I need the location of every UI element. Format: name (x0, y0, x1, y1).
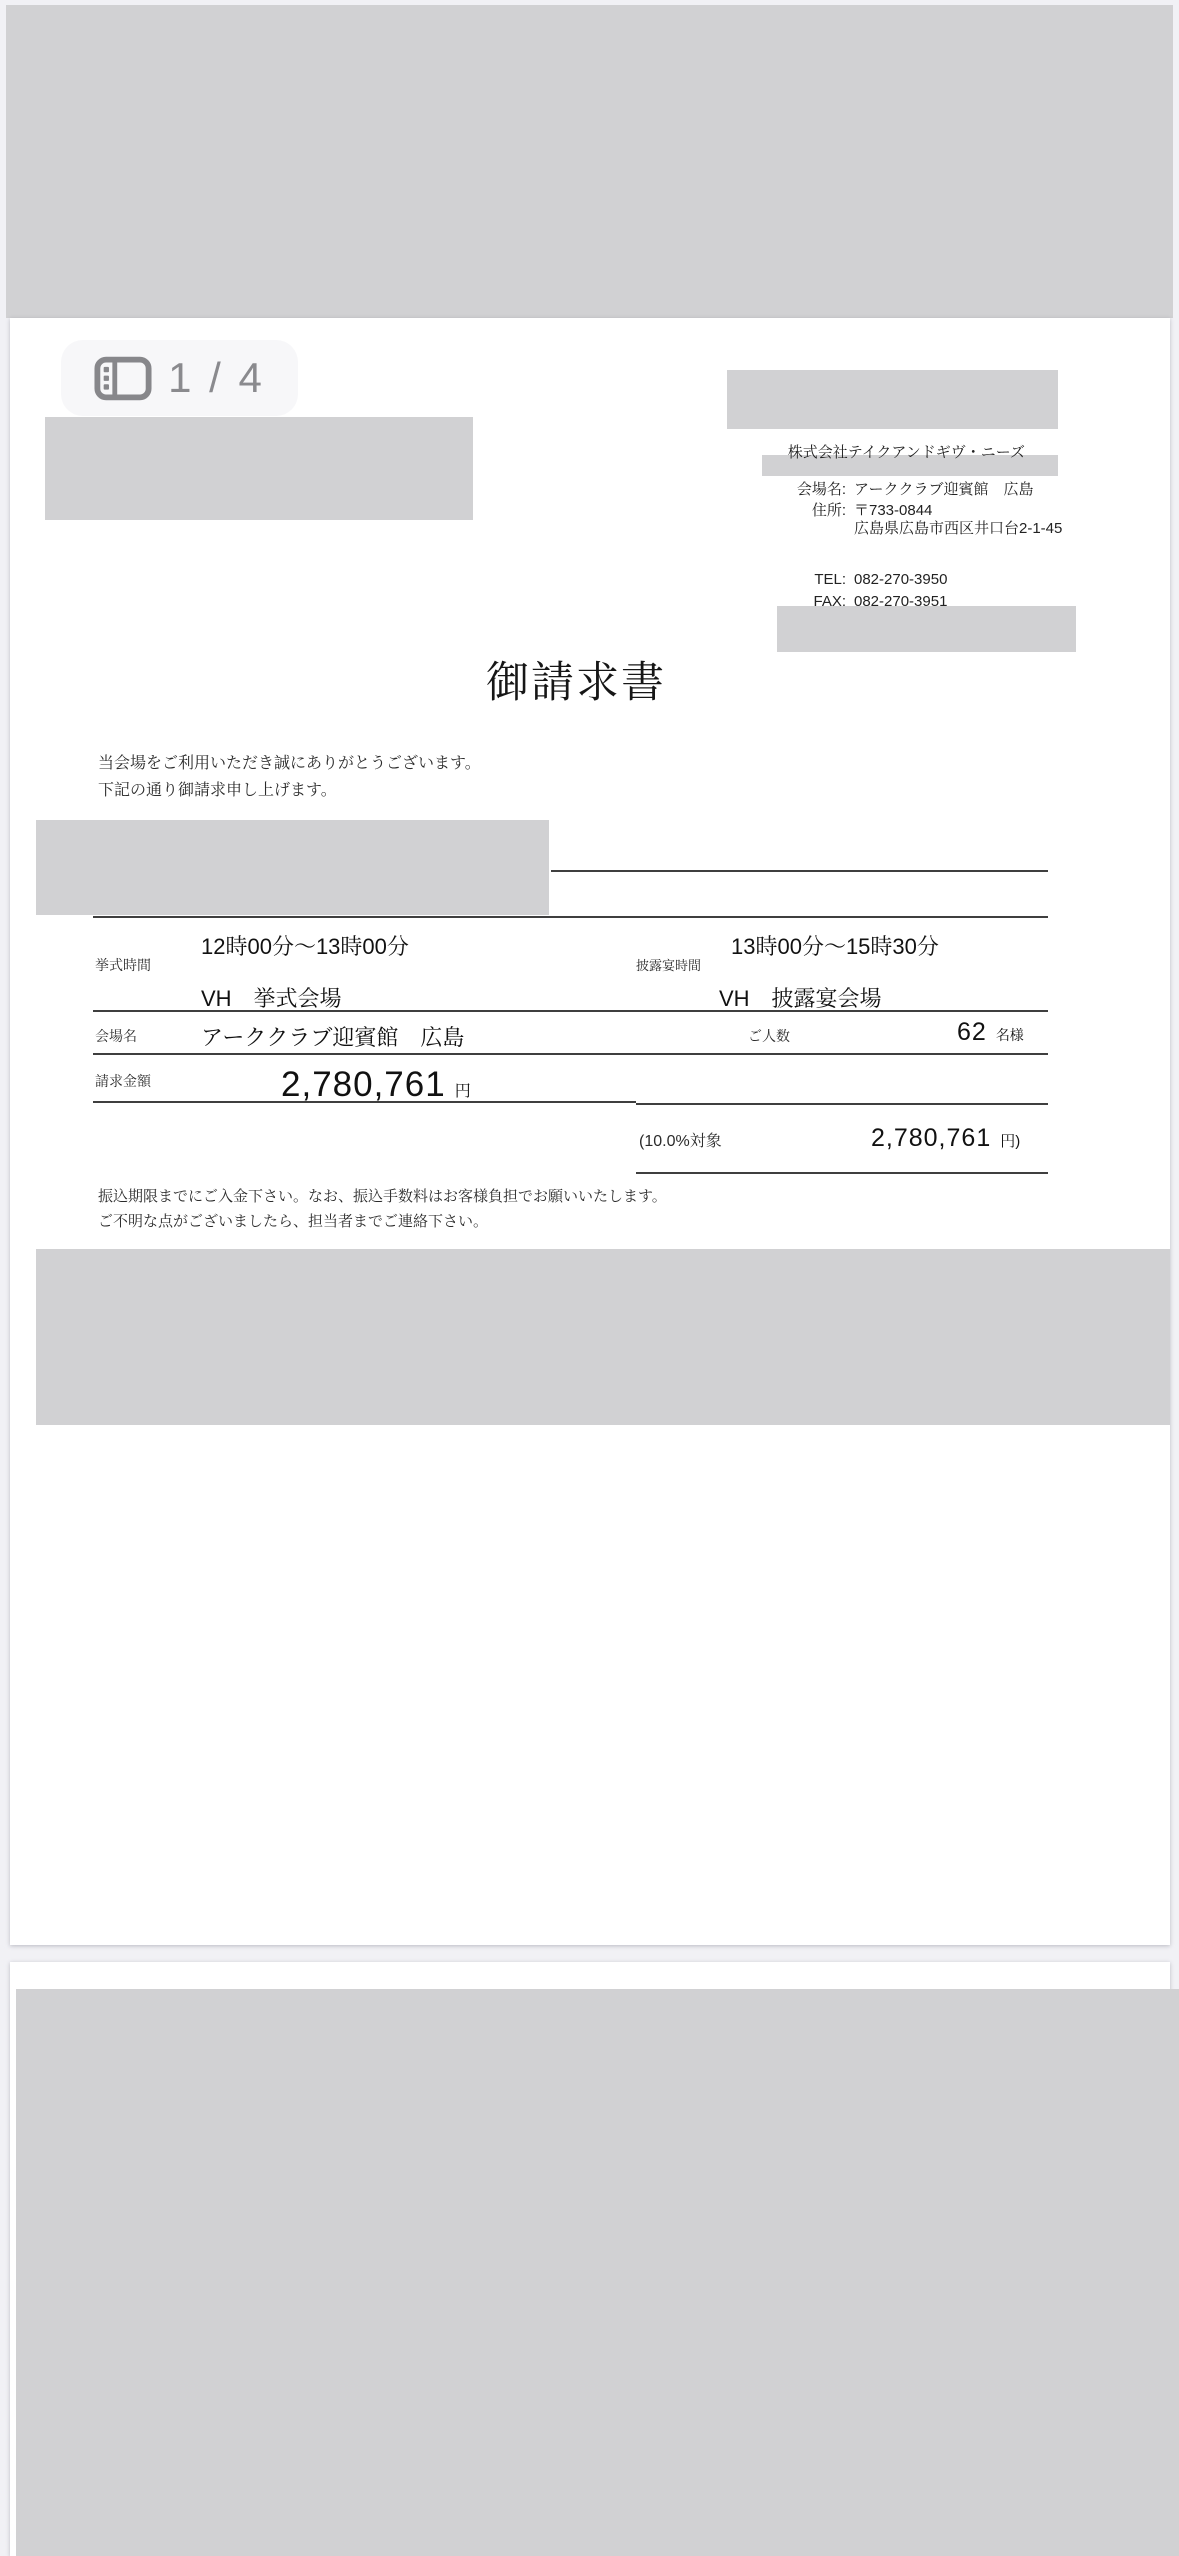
greeting-line-1: 当会場をご利用いただき誠にありがとうございます。 (98, 755, 481, 772)
table-line (93, 1053, 1048, 1055)
tax-number: 2,780,761 (871, 1124, 992, 1152)
amount-number: 2,780,761 (281, 1065, 446, 1104)
reception-time-label: 披露宴時間 (636, 958, 702, 973)
issuer-fax-value: 082-270-3951 (854, 593, 948, 610)
issuer-fax-label: FAX: (813, 593, 846, 610)
issuer-address-label: 住所: (811, 502, 846, 519)
issuer-tel-value: 082-270-3950 (854, 571, 948, 588)
issuer-postal-code: 〒733-0844 (854, 502, 933, 519)
redacted-block-page-2 (16, 1989, 1179, 2556)
guests-label: ご人数 (748, 1028, 790, 1044)
issuer-tel-label: TEL: (814, 571, 846, 588)
table-line (551, 870, 1048, 872)
tax-label: (10.0%対象 (639, 1133, 722, 1150)
issuer-venue-label: 会場名: (796, 481, 846, 498)
redacted-block-contact (777, 606, 1076, 652)
redacted-block-recipient (36, 820, 549, 915)
ceremony-time-value: 12時00分〜13時00分 (201, 934, 409, 959)
reception-venue-value: VH 披露宴会場 (719, 986, 882, 1011)
amount-label: 請求金額 (95, 1073, 151, 1089)
greeting-line-2: 下記の通り御請求申し上げます。 (98, 782, 337, 799)
issuer-address-value: 広島県広島市西区井口台2-1-45 (854, 520, 1063, 537)
issuer-venue-value: アーククラブ迎賓館 広島 (854, 481, 1034, 498)
guests-value (957, 1018, 1024, 1047)
page-indicator-label: 1 / 4 (168, 354, 265, 401)
redacted-toolbar-block (6, 5, 1173, 318)
tax-unit: 円) (1000, 1133, 1021, 1150)
issuer-tel-line (550, 571, 1110, 588)
table-line (93, 916, 1048, 918)
note-line-2: ご不明な点がございましたら、担当者までご連絡下さい。 (98, 1213, 489, 1230)
invoice-title: 御請求書 (486, 659, 666, 707)
venue-name-label: 会場名 (95, 1028, 137, 1044)
table-line (636, 1172, 1048, 1174)
ceremony-time-label: 挙式時間 (95, 957, 151, 973)
note-line-1: 振込期限までにご入金下さい。なお、振込手数料はお客様負担でお願いいたします。 (98, 1188, 667, 1205)
redacted-block-payment (36, 1249, 1170, 1425)
redacted-block-sender (45, 417, 473, 520)
invoice-page-1 (10, 318, 1170, 1945)
issuer-fax-line (550, 593, 1110, 610)
amount-value (281, 1065, 471, 1105)
tax-value (871, 1124, 1020, 1153)
amount-unit: 円 (454, 1083, 471, 1100)
guests-unit: 名様 (995, 1027, 1024, 1043)
issuer-company: 株式会社テイクアンドギヴ・ニーズ (787, 444, 1025, 461)
guests-count: 62 (957, 1018, 987, 1046)
table-line (636, 1103, 1048, 1105)
redacted-block-logo (727, 370, 1058, 429)
reception-time-value: 13時00分〜15時30分 (731, 934, 939, 959)
issuer-venue-line (550, 478, 1110, 499)
thumbnails-sidebar-icon (94, 356, 152, 401)
page-indicator[interactable] (61, 340, 298, 416)
venue-name-value: アーククラブ迎賓館 広島 (201, 1025, 465, 1050)
ceremony-venue-value: VH 挙式会場 (201, 986, 342, 1011)
